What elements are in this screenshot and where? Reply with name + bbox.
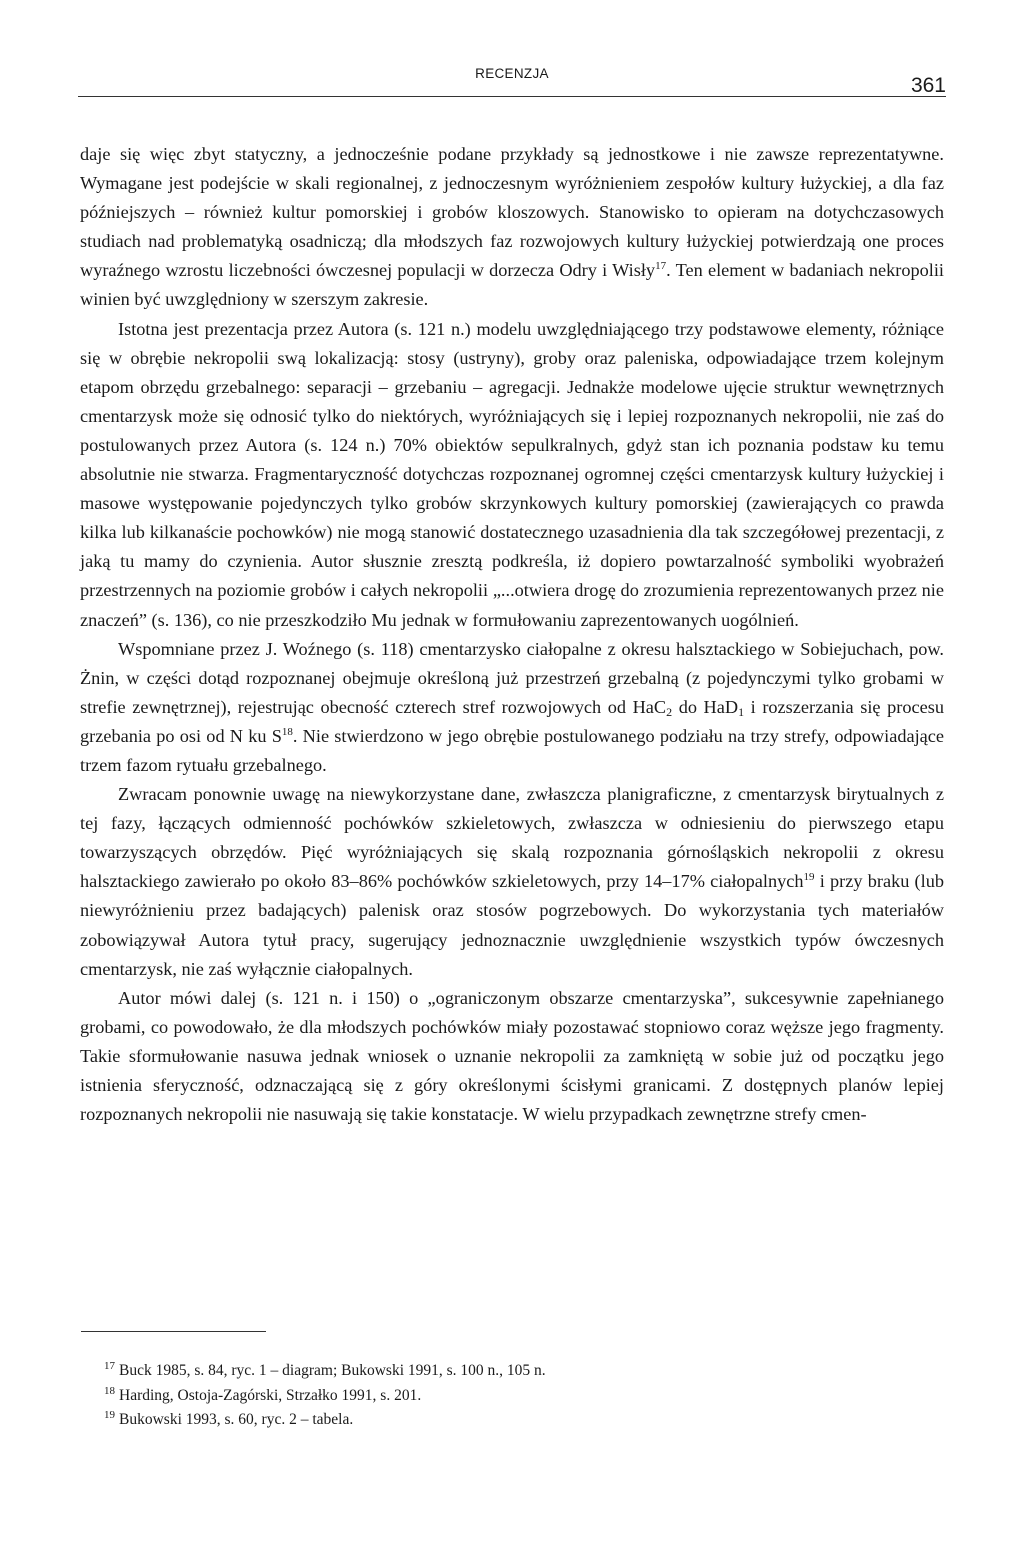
text-run: Autor mówi dalej (s. 121 n. i 150) o „ograniczonym obszarze cmentarzyska”, sukcesywnie zapełnianego grobami, co powodowało, że dla młodszych pochówków miały pozostawać stopniowo coraz węższe jego fragmenty. Takie sformułowanie nasuwa jednak wniosek o uznanie nekropolii za zamkniętą w sobie już od początku jego istnienia sferyczność, odznaczającą się z góry określonymi ścisłymi granicami. Z dostępnych planów lepiej rozpoznanych nekropolii nie nasuwają się takie konstatacje. W wielu przypadkach zewnętrzne strefy cmen- [80,987,944,1125]
body-paragraph [80,315,944,635]
text-run: Zwracam ponownie uwagę na niewykorzystane dane, zwłaszcza planigraficzne, z cmentarzysk birytualnych z tej fazy, łączących odmienność pochówków szkieletowych, zwłaszcza w odniesieniu do pierwszego etapu towarzyszących obrzędów. Pięć wyróżniających się skalą rozpoznania górnośląskich nekropolii z okresu halsztackiego zawierało po około 83–86% pochówków szkieletowych, przy 14–17% ciałopalnych [80,784,944,892]
text-run: do HaD [672,696,739,717]
text-run: Istotna jest prezentacja przez Autora (s. 121 n.) modelu uwzględniającego trzy podstawowe elementy, różniące się w obrębie nekropolii swą lokalizacją: stosy (ustryny), groby oraz paleniska, odpowiadające trzem kolejnym etapom obrzędu grzebalnego: separacji – grzebaniu – agregacji. Jednakże modelowe ujęcie struktur wewnętrznych cmentarzysk może się odnosić tylko do niektórych, wyróżniających się i lepiej rozpoznanych nekropolii, nie zaś do postulowanych przez Autora (s. 124 n.) 70% obiektów sepulkralnych, gdyż stan ich poznania podstaw ku temu absolutnie nie stwarza. Fragmentaryczność dotychczas rozpoznanej ogromnej części cmentarzysk kultury łużyckiej i masowe występowanie pojedynczych tylko grobów skrzynkowych kultury pomorskiej (zawierających co prawda kilka lub kilkanaście pochowków) nie mogą stanowić dostatecznego uzasadnienia dla tak szczegółowej prezentacji, z jaką tu mamy do czynienia. Autor słusznie zresztą podkreśla, iż dopiero powtarzalność symboliki wyobrażeń przestrzennych na poziomie grobów i całych nekropolii „...otwiera drogę do zrozumienia reprezentowanych przez nie znaczeń” (s. 136), co nie przeszkodziło Mu jednak w formułowaniu zaprezentowanych uogólnień. [80,318,944,630]
footnote-number: 19 [104,1409,115,1421]
running-title: RECENZJA [475,66,549,81]
footnote-17 [104,1359,944,1384]
footnote-ref: 19 [803,871,815,884]
footnote-18 [104,1384,944,1409]
text-run: Wspomniane przez J. Woźnego (s. 118) cmentarzysko ciałopalne z okresu halsztackiego w Sobiejuchach, pow. Żnin, w części dotąd rozpoznanej obejmuje określoną już przestrzeń grzebalną (z pojedynczymi tylko grobami w strefie zewnętrznej), rejestrując obecność czterech stref rozwojowych od HaC [80,638,944,717]
body-paragraph [80,140,944,315]
footnote-number: 18 [104,1384,115,1397]
subscript: 2 [666,704,673,719]
header-rule [78,96,946,97]
body-paragraph [80,984,944,1129]
footnote-text: Buck 1985, s. 84, ryc. 1 – diagram; Bukowski 1991, s. 100 n., 105 n. [119,1362,546,1379]
text-run: . Nie stwierdzono w jego obrębie postulowanego podziału na trzy strefy, odpowiadające trzem fazom rytuału grzebalnego. [80,725,944,775]
text-run: i przy braku (lub niewyróżnieniu przez badających) palenisk oraz stosów pogrzebowych. Do wykorzystania tych materiałów zobowiązywał Autora tytuł pracy, sugerujący jednoznacznie uwzględnienie wszystkich typów ówczesnych cmentarzysk, nie zaś wyłącznie ciałopalnych. [80,871,944,979]
subscript: 1 [738,704,745,719]
body-paragraph [80,635,944,780]
footnotes [104,1359,944,1433]
text-run: daje się więc zbyt statyczny, a jednocześnie podane przykłady są jednostkowe i nie zawsze reprezentatywne. Wymagane jest podejście w skali regionalnej, z jednoczesnym wyróżnieniem zespołów kultury łużyckiej, a dla faz późniejszych – również kultur pomorskiej i grobów kloszowych. Stanowisko to opieram na dotychczasowych studiach nad problematyką osadniczą; dla młodszych faz rozwojowych kultury łużyckiej potwierdzają one proces wyraźnego wzrostu liczebności ówczesnej populacji w dorzecza Odry i Wisły [80,144,944,281]
body-text [80,140,944,1129]
footnote-19 [104,1408,944,1433]
footnote-ref: 18 [281,725,293,738]
page-number: 361 [910,74,946,97]
text-run: i rozszerzania się procesu grzebania po osi od N ku S [80,696,944,746]
running-head [78,66,946,96]
footnote-ref: 17 [655,260,667,273]
footnote-text: Bukowski 1993, s. 60, ryc. 2 – tabela. [119,1411,354,1428]
footnote-number: 17 [104,1360,115,1372]
body-paragraph [80,780,944,984]
text-run: . Ten element w badaniach nekropolii winien być uwzględniony w szerszym zakresie. [80,260,944,310]
footnote-rule [81,1331,266,1332]
footnote-text: Harding, Ostoja-Zagórski, Strzałko 1991, s. 201. [119,1386,422,1404]
